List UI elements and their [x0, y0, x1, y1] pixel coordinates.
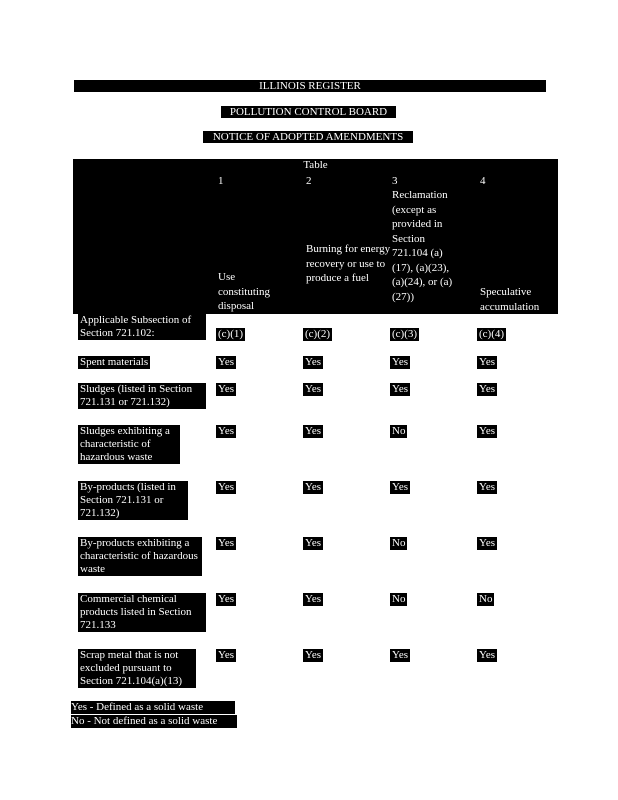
column-3-number: 3	[392, 175, 398, 187]
table-cell: Yes	[305, 649, 322, 661]
table-row-label: By-products (listed in Section 721.131 or 721.132)	[78, 481, 188, 520]
table-header	[73, 159, 558, 314]
subsection-cell: (c)(1)	[218, 328, 244, 340]
table-cell: No	[392, 537, 406, 549]
table-cell: Yes	[305, 383, 322, 395]
table-row-label: Sludges exhibiting a characteristic of hazardous waste	[78, 425, 180, 464]
table-cell: Yes	[305, 425, 322, 437]
table-cell: Yes	[218, 425, 235, 437]
table-cell: Yes	[392, 481, 409, 493]
column-2-number: 2	[306, 175, 312, 187]
legend-no: No - Not defined as a solid waste	[71, 715, 237, 728]
notice-title: NOTICE OF ADOPTED AMENDMENTS	[203, 131, 413, 143]
subsection-cell: (c)(4)	[479, 328, 505, 340]
table-cell: Yes	[479, 383, 496, 395]
table-cell: Yes	[479, 537, 496, 549]
column-3-header: Reclamation (except as provided in Section 721.104 (a)(17), (a)(23), (a)(24), or (a)(27))	[392, 189, 453, 303]
table-row-label: Spent materials	[80, 356, 149, 368]
table-cell: Yes	[218, 383, 235, 395]
table-cell: Yes	[479, 481, 496, 493]
table-cell: Yes	[305, 356, 322, 368]
table-cell: No	[479, 593, 493, 605]
column-2-header: Burning for energy recovery or use to produce a fuel	[306, 243, 391, 284]
table-row-label: Commercial chemical products listed in Section 721.133	[78, 593, 206, 632]
table-title: Table	[303, 159, 328, 171]
column-1-number: 1	[218, 175, 224, 187]
table-cell: Yes	[218, 356, 235, 368]
table-cell: Yes	[392, 649, 409, 661]
column-1-header: Use constituting disposal	[218, 271, 270, 312]
subsection-cell: (c)(3)	[392, 328, 418, 340]
register-banner: ILLINOIS REGISTER	[74, 80, 546, 92]
table-cell: Yes	[479, 356, 496, 368]
table-row-label: Sludges (listed in Section 721.131 or 721.132)	[78, 383, 206, 409]
table-cell: Yes	[305, 537, 322, 549]
legend-yes: Yes - Defined as a solid waste	[71, 701, 235, 714]
table-cell: Yes	[479, 649, 496, 661]
subsection-cell: (c)(2)	[305, 328, 331, 340]
table-row-label: By-products exhibiting a characteristic of hazardous waste	[78, 537, 202, 576]
table-cell: Yes	[479, 425, 496, 437]
table-cell: No	[392, 425, 406, 437]
subsection-row-label: Applicable Subsection of Section 721.102:	[78, 314, 206, 340]
table-cell: Yes	[305, 481, 322, 493]
table-cell: Yes	[218, 537, 235, 549]
table-cell: Yes	[218, 481, 235, 493]
table-cell: Yes	[305, 593, 322, 605]
board-title: POLLUTION CONTROL BOARD	[221, 106, 396, 118]
table-cell: Yes	[392, 356, 409, 368]
table-row-label: Scrap metal that is not excluded pursuant to Section 721.104(a)(13)	[78, 649, 196, 688]
table-cell: Yes	[218, 593, 235, 605]
table-cell: No	[392, 593, 406, 605]
table-cell: Yes	[218, 649, 235, 661]
column-4-header: Speculative accumulation	[480, 286, 540, 313]
column-4-number: 4	[480, 175, 486, 187]
table-cell: Yes	[392, 383, 409, 395]
